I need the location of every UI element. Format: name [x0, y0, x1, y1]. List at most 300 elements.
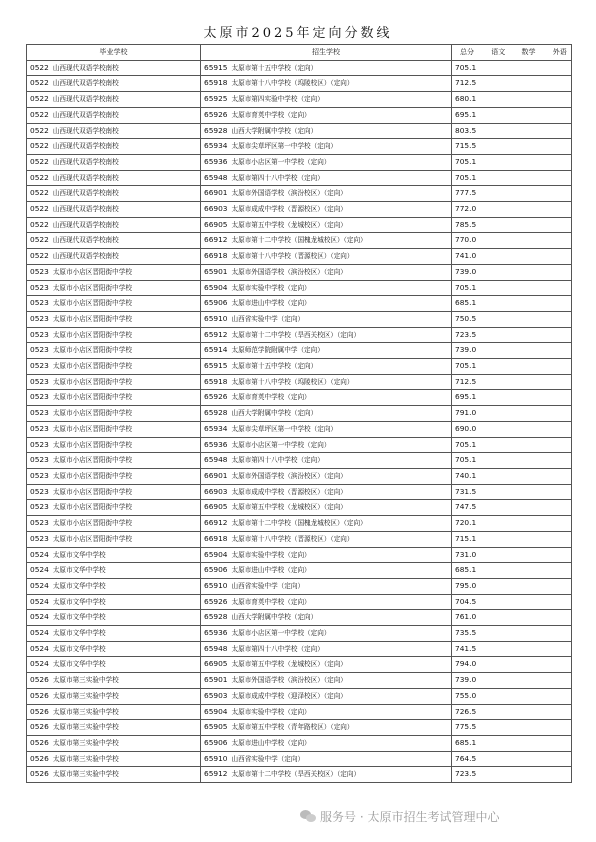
enrollment-school-cell [201, 311, 452, 327]
graduation-school-cell [27, 437, 201, 453]
graduation-school-code: 0522 [30, 78, 49, 88]
graduation-school-cell [27, 594, 201, 610]
enrollment-school-code: 65928 [204, 125, 228, 135]
graduation-school-name: 太原市小店区晋阳街中学校 [52, 267, 132, 276]
total-score-cell: 794.0 [452, 657, 572, 673]
graduation-school-name: 太原市小店区晋阳街中学校 [52, 362, 132, 371]
graduation-school-name: 太原市文华中学校 [52, 581, 106, 590]
enrollment-school-name: 太原市小店区第一中学校（定向） [231, 629, 331, 638]
enrollment-school-cell [201, 453, 452, 469]
enrollment-school-cell [201, 186, 452, 202]
table-row [27, 170, 572, 186]
enrollment-school-name: 山西省实验中学（定向） [231, 581, 305, 590]
enrollment-school-cell [201, 437, 452, 453]
enrollment-school-code: 65948 [204, 172, 228, 182]
table-row [27, 202, 572, 218]
total-score-cell: 740.1 [452, 468, 572, 484]
wechat-icon [300, 810, 316, 823]
table-row [27, 139, 572, 155]
enrollment-school-code: 65903 [204, 690, 228, 700]
enrollment-school-code: 66903 [204, 486, 228, 496]
enrollment-school-name: 太原市育英中学校（定向） [231, 597, 311, 606]
enrollment-school-name: 太原市第四十八中学校（定向） [231, 644, 324, 653]
graduation-school-cell [27, 280, 201, 296]
total-score-cell: 731.5 [452, 484, 572, 500]
graduation-school-code: 0523 [30, 392, 49, 402]
graduation-school-cell [27, 217, 201, 233]
enrollment-school-name: 太原市实验中学校（定向） [231, 550, 311, 559]
enrollment-school-code: 65906 [204, 565, 228, 575]
table-row [27, 92, 572, 108]
graduation-school-name: 太原市第三实验中学校 [52, 754, 119, 763]
graduation-school-code: 0526 [30, 690, 49, 700]
graduation-school-code: 0523 [30, 533, 49, 543]
table-row [27, 720, 572, 736]
table-row [27, 390, 572, 406]
enrollment-school-name: 太原市第十二中学校（旱西关校区）（定向） [231, 330, 361, 339]
enrollment-school-code: 65912 [204, 329, 228, 339]
enrollment-school-name: 太原市第五中学校（龙城校区）（定向） [231, 503, 347, 512]
enrollment-school-name: 太原市第四十八中学校（定向） [231, 173, 324, 182]
enrollment-school-name: 太原市第五中学校（龙城校区）（定向） [231, 660, 347, 669]
graduation-school-name: 太原市文华中学校 [52, 629, 106, 638]
table-row [27, 547, 572, 563]
enrollment-school-name: 太原市第十二中学校（旱西关校区）（定向） [231, 770, 361, 779]
table-header-row [27, 45, 572, 61]
graduation-school-name: 太原市文华中学校 [52, 660, 106, 669]
enrollment-school-name: 太原市小店区第一中学校（定向） [231, 440, 331, 449]
watermark [300, 808, 499, 825]
enrollment-school-name: 太原师范学院附属中学（定向） [231, 346, 324, 355]
enrollment-school-cell [201, 60, 452, 76]
graduation-school-name: 山西现代双语学校南校 [52, 95, 119, 104]
graduation-school-name: 太原市小店区晋阳街中学校 [52, 393, 132, 402]
graduation-school-name: 山西现代双语学校南校 [52, 252, 119, 261]
table-row [27, 594, 572, 610]
enrollment-school-code: 65934 [204, 423, 228, 433]
enrollment-school-cell [201, 563, 452, 579]
enrollment-school-cell [201, 500, 452, 516]
enrollment-school-code: 65926 [204, 392, 228, 402]
table-row [27, 186, 572, 202]
header-enrollment-school: 招生学校 [201, 45, 452, 61]
enrollment-school-cell [201, 327, 452, 343]
graduation-school-cell [27, 720, 201, 736]
graduation-school-name: 太原市第三实验中学校 [52, 707, 119, 716]
graduation-school-name: 山西现代双语学校南校 [52, 110, 119, 119]
graduation-school-cell [27, 641, 201, 657]
enrollment-school-name: 太原市第十五中学校（定向） [231, 63, 318, 72]
graduation-school-code: 0526 [30, 722, 49, 732]
score-table [26, 44, 572, 783]
table-row [27, 123, 572, 139]
total-score-cell: 741.5 [452, 641, 572, 657]
graduation-school-cell [27, 327, 201, 343]
total-score-cell: 712.5 [452, 374, 572, 390]
enrollment-school-code: 65904 [204, 549, 228, 559]
enrollment-school-name: 山西大学附属中学校（定向） [231, 409, 318, 418]
enrollment-school-name: 太原市成成中学校（迎泽校区）（定向） [231, 691, 347, 700]
graduation-school-cell [27, 468, 201, 484]
graduation-school-name: 山西现代双语学校南校 [52, 220, 119, 229]
table-row [27, 327, 572, 343]
enrollment-school-cell [201, 296, 452, 312]
graduation-school-name: 山西现代双语学校南校 [52, 63, 119, 72]
header-total: 总分 [460, 48, 474, 56]
enrollment-school-name: 太原市外国语学校（滨汾校区）（定向） [231, 676, 347, 685]
enrollment-school-cell [201, 359, 452, 375]
total-score-cell: 685.1 [452, 735, 572, 751]
enrollment-school-name: 太原市成成中学校（晋源校区）（定向） [231, 487, 347, 496]
graduation-school-code: 0523 [30, 408, 49, 418]
enrollment-school-cell [201, 390, 452, 406]
enrollment-school-code: 65906 [204, 298, 228, 308]
enrollment-school-code: 65904 [204, 706, 228, 716]
graduation-school-name: 太原市文华中学校 [52, 566, 106, 575]
enrollment-school-name: 太原市第十五中学校（定向） [231, 362, 318, 371]
enrollment-school-code: 65914 [204, 345, 228, 355]
graduation-school-cell [27, 453, 201, 469]
total-score-cell: 750.5 [452, 311, 572, 327]
graduation-school-cell [27, 359, 201, 375]
graduation-school-cell [27, 578, 201, 594]
graduation-school-code: 0523 [30, 502, 49, 512]
total-score-cell: 695.1 [452, 107, 572, 123]
total-score-cell: 785.5 [452, 217, 572, 233]
enrollment-school-cell [201, 170, 452, 186]
total-score-cell: 775.5 [452, 720, 572, 736]
enrollment-school-code: 66918 [204, 533, 228, 543]
table-row [27, 484, 572, 500]
graduation-school-cell [27, 60, 201, 76]
graduation-school-name: 太原市第三实验中学校 [52, 691, 119, 700]
graduation-school-name: 太原市小店区晋阳街中学校 [52, 330, 132, 339]
graduation-school-code: 0523 [30, 470, 49, 480]
graduation-school-code: 0523 [30, 486, 49, 496]
graduation-school-cell [27, 688, 201, 704]
header-chinese: 语文 [491, 48, 506, 56]
graduation-school-name: 太原市小店区晋阳街中学校 [52, 283, 132, 292]
total-score-cell: 705.1 [452, 437, 572, 453]
total-score-cell: 705.1 [452, 280, 572, 296]
graduation-school-code: 0522 [30, 172, 49, 182]
graduation-school-cell [27, 673, 201, 689]
graduation-school-code: 0522 [30, 235, 49, 245]
total-score-cell: 704.5 [452, 594, 572, 610]
graduation-school-cell [27, 76, 201, 92]
table-row [27, 610, 572, 626]
enrollment-school-name: 太原市外国语学校（滨汾校区）（定向） [231, 189, 347, 198]
table-row [27, 311, 572, 327]
enrollment-school-name: 太原市育英中学校（定向） [231, 393, 311, 402]
enrollment-school-code: 66903 [204, 204, 228, 214]
table-row [27, 704, 572, 720]
graduation-school-code: 0523 [30, 266, 49, 276]
total-score-cell: 705.1 [452, 170, 572, 186]
enrollment-school-code: 66905 [204, 502, 228, 512]
total-score-cell: 741.0 [452, 249, 572, 265]
total-score-cell: 705.1 [452, 359, 572, 375]
enrollment-school-cell [201, 688, 452, 704]
enrollment-school-code: 65928 [204, 612, 228, 622]
total-score-cell: 755.0 [452, 688, 572, 704]
total-score-cell: 685.1 [452, 296, 572, 312]
graduation-school-code: 0524 [30, 628, 49, 638]
graduation-school-code: 0522 [30, 156, 49, 166]
graduation-school-code: 0526 [30, 753, 49, 763]
enrollment-school-code: 66901 [204, 188, 228, 198]
graduation-school-code: 0522 [30, 62, 49, 72]
graduation-school-code: 0523 [30, 361, 49, 371]
graduation-school-name: 太原市小店区晋阳街中学校 [52, 377, 132, 386]
enrollment-school-cell [201, 406, 452, 422]
enrollment-school-name: 太原市第十八中学校（坞陵校区）（定向） [231, 377, 354, 386]
table-row [27, 264, 572, 280]
table-row [27, 500, 572, 516]
table-row [27, 688, 572, 704]
total-score-cell: 803.5 [452, 123, 572, 139]
graduation-school-cell [27, 186, 201, 202]
enrollment-school-name: 太原市第十二中学校（国槐龙城校区）（定向） [231, 236, 367, 245]
graduation-school-code: 0526 [30, 706, 49, 716]
graduation-school-name: 太原市小店区晋阳街中学校 [52, 471, 132, 480]
table-row [27, 767, 572, 783]
enrollment-school-name: 太原市第十八中学校（坞陵校区）（定向） [231, 79, 354, 88]
graduation-school-code: 0524 [30, 565, 49, 575]
graduation-school-code: 0523 [30, 376, 49, 386]
watermark-text: 服务号 · 太原市招生考试管理中心 [320, 810, 500, 824]
enrollment-school-cell [201, 92, 452, 108]
enrollment-school-name: 山西大学附属中学校（定向） [231, 613, 318, 622]
graduation-school-cell [27, 154, 201, 170]
enrollment-school-code: 65915 [204, 361, 228, 371]
enrollment-school-cell [201, 751, 452, 767]
graduation-school-name: 山西现代双语学校南校 [52, 157, 119, 166]
enrollment-school-name: 太原市第十八中学校（晋源校区）（定向） [231, 252, 354, 261]
total-score-cell: 695.1 [452, 390, 572, 406]
graduation-school-cell [27, 311, 201, 327]
graduation-school-cell [27, 139, 201, 155]
graduation-school-cell [27, 264, 201, 280]
graduation-school-cell [27, 751, 201, 767]
graduation-school-code: 0522 [30, 125, 49, 135]
graduation-school-cell [27, 704, 201, 720]
total-score-cell: 726.5 [452, 704, 572, 720]
graduation-school-name: 太原市小店区晋阳街中学校 [52, 456, 132, 465]
enrollment-school-cell [201, 76, 452, 92]
enrollment-school-code: 65948 [204, 455, 228, 465]
enrollment-school-name: 太原市外国语学校（滨汾校区）（定向） [231, 471, 347, 480]
enrollment-school-cell [201, 217, 452, 233]
total-score-cell: 772.0 [452, 202, 572, 218]
table-row [27, 751, 572, 767]
graduation-school-cell [27, 390, 201, 406]
graduation-school-name: 太原市文华中学校 [52, 613, 106, 622]
table-row [27, 578, 572, 594]
graduation-school-code: 0523 [30, 439, 49, 449]
enrollment-school-cell [201, 578, 452, 594]
total-score-cell: 791.0 [452, 406, 572, 422]
enrollment-school-name: 山西省实验中学（定向） [231, 314, 305, 323]
enrollment-school-code: 65910 [204, 313, 228, 323]
graduation-school-code: 0522 [30, 204, 49, 214]
graduation-school-code: 0524 [30, 596, 49, 606]
graduation-school-code: 0522 [30, 94, 49, 104]
graduation-school-name: 山西现代双语学校南校 [52, 142, 119, 151]
enrollment-school-name: 太原市尖草坪区第一中学校（定向） [231, 142, 338, 151]
enrollment-school-code: 65905 [204, 722, 228, 732]
header-math: 数学 [521, 48, 536, 56]
total-score-cell: 795.0 [452, 578, 572, 594]
graduation-school-cell [27, 547, 201, 563]
enrollment-school-name: 太原市第四十八中学校（定向） [231, 456, 324, 465]
enrollment-school-code: 65934 [204, 141, 228, 151]
enrollment-school-code: 65904 [204, 282, 228, 292]
enrollment-school-cell [201, 735, 452, 751]
graduation-school-name: 山西现代双语学校南校 [52, 205, 119, 214]
enrollment-school-cell [201, 626, 452, 642]
enrollment-school-code: 65912 [204, 769, 228, 779]
enrollment-school-code: 65936 [204, 628, 228, 638]
enrollment-school-code: 65915 [204, 62, 228, 72]
graduation-school-name: 太原市小店区晋阳街中学校 [52, 299, 132, 308]
total-score-cell: 731.0 [452, 547, 572, 563]
total-score-cell: 720.1 [452, 516, 572, 532]
enrollment-school-cell [201, 154, 452, 170]
table-row [27, 107, 572, 123]
enrollment-school-code: 65925 [204, 94, 228, 104]
table-row [27, 516, 572, 532]
enrollment-school-code: 65910 [204, 580, 228, 590]
graduation-school-name: 太原市文华中学校 [52, 597, 106, 606]
enrollment-school-name: 山西大学附属中学校（定向） [231, 126, 318, 135]
graduation-school-name: 山西现代双语学校南校 [52, 236, 119, 245]
enrollment-school-name: 太原市小店区第一中学校（定向） [231, 157, 331, 166]
graduation-school-cell [27, 92, 201, 108]
enrollment-school-code: 66905 [204, 219, 228, 229]
enrollment-school-code: 65901 [204, 266, 228, 276]
page-title: 太原市2025年定向分数线 [203, 26, 393, 41]
total-score-cell: 712.5 [452, 76, 572, 92]
graduation-school-name: 太原市文华中学校 [52, 550, 106, 559]
enrollment-school-name: 太原市第十二中学校（国槐龙城校区）（定向） [231, 519, 367, 528]
enrollment-school-cell [201, 233, 452, 249]
table-row [27, 249, 572, 265]
table-row [27, 406, 572, 422]
enrollment-school-name: 太原市育英中学校（定向） [231, 110, 311, 119]
graduation-school-cell [27, 296, 201, 312]
table-row [27, 657, 572, 673]
total-score-cell: 777.5 [452, 186, 572, 202]
graduation-school-cell [27, 107, 201, 123]
graduation-school-code: 0522 [30, 109, 49, 119]
total-score-cell: 723.5 [452, 327, 572, 343]
graduation-school-name: 太原市小店区晋阳街中学校 [52, 519, 132, 528]
graduation-school-code: 0524 [30, 549, 49, 559]
total-score-cell: 770.0 [452, 233, 572, 249]
enrollment-school-cell [201, 374, 452, 390]
graduation-school-code: 0523 [30, 518, 49, 528]
graduation-school-code: 0523 [30, 455, 49, 465]
enrollment-school-name: 太原市第四实验中学校（定向） [231, 95, 324, 104]
enrollment-school-cell [201, 249, 452, 265]
total-score-cell: 705.1 [452, 154, 572, 170]
header-graduation-school: 毕业学校 [27, 45, 201, 61]
enrollment-school-cell [201, 123, 452, 139]
table-row [27, 641, 572, 657]
enrollment-school-name: 太原市外国语学校（滨汾校区）（定向） [231, 267, 347, 276]
graduation-school-name: 山西现代双语学校南校 [52, 189, 119, 198]
enrollment-school-cell [201, 484, 452, 500]
graduation-school-code: 0523 [30, 345, 49, 355]
enrollment-school-cell [201, 704, 452, 720]
graduation-school-code: 0524 [30, 643, 49, 653]
graduation-school-cell [27, 406, 201, 422]
graduation-school-code: 0524 [30, 612, 49, 622]
total-score-cell: 739.0 [452, 343, 572, 359]
graduation-school-code: 0526 [30, 675, 49, 685]
table-row [27, 453, 572, 469]
enrollment-school-code: 65936 [204, 156, 228, 166]
table-row [27, 280, 572, 296]
graduation-school-cell [27, 233, 201, 249]
enrollment-school-name: 太原市进山中学校（定向） [231, 738, 311, 747]
enrollment-school-code: 65928 [204, 408, 228, 418]
header-foreign: 外语 [552, 48, 567, 56]
total-score-cell: 715.5 [452, 139, 572, 155]
graduation-school-code: 0523 [30, 423, 49, 433]
enrollment-school-cell [201, 673, 452, 689]
graduation-school-name: 太原市小店区晋阳街中学校 [52, 409, 132, 418]
graduation-school-code: 0523 [30, 298, 49, 308]
total-score-cell: 739.0 [452, 264, 572, 280]
enrollment-school-code: 65910 [204, 753, 228, 763]
graduation-school-cell [27, 516, 201, 532]
graduation-school-name: 太原市文华中学校 [52, 644, 106, 653]
total-score-cell: 723.5 [452, 767, 572, 783]
graduation-school-name: 山西现代双语学校南校 [52, 126, 119, 135]
enrollment-school-cell [201, 767, 452, 783]
graduation-school-cell [27, 500, 201, 516]
graduation-school-code: 0522 [30, 251, 49, 261]
enrollment-school-cell [201, 421, 452, 437]
enrollment-school-cell [201, 641, 452, 657]
enrollment-school-name: 太原市第五中学校（青年路校区）（定向） [231, 723, 354, 732]
enrollment-school-code: 65906 [204, 737, 228, 747]
graduation-school-name: 太原市小店区晋阳街中学校 [52, 424, 132, 433]
graduation-school-cell [27, 563, 201, 579]
table-row [27, 531, 572, 547]
enrollment-school-code: 65918 [204, 78, 228, 88]
table-row [27, 154, 572, 170]
enrollment-school-name: 山西省实验中学（定向） [231, 754, 305, 763]
graduation-school-cell [27, 374, 201, 390]
enrollment-school-name: 太原市实验中学校（定向） [231, 283, 311, 292]
table-row [27, 563, 572, 579]
graduation-school-code: 0526 [30, 769, 49, 779]
enrollment-school-code: 65948 [204, 643, 228, 653]
graduation-school-code: 0524 [30, 580, 49, 590]
table-row [27, 217, 572, 233]
total-score-cell: 680.1 [452, 92, 572, 108]
enrollment-school-cell [201, 531, 452, 547]
table-row [27, 76, 572, 92]
table-row [27, 421, 572, 437]
enrollment-school-name: 太原市尖草坪区第一中学校（定向） [231, 424, 338, 433]
table-row [27, 673, 572, 689]
graduation-school-name: 山西现代双语学校南校 [52, 79, 119, 88]
graduation-school-cell [27, 735, 201, 751]
